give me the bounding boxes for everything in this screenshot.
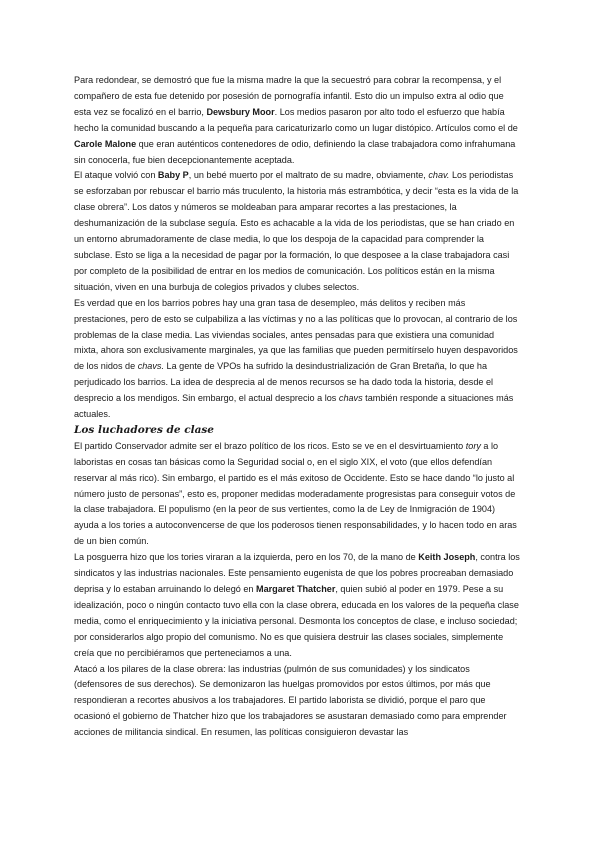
text-run: , quien subió al poder en 1979. Pese a su idealización, poco o ningún contacto tuvo ella con la clase obrera, educada en los valores de la pequeña clase media, como el enriquecimiento y la iniciativa personal. Desmonta los conceptos de clase, e incluso sociedad; por considerarlos algo propio del comunismo. No es que quisiera destruir las clases sociales, simplemente creía que no percibiéramos que perteneciamos a una. — [74, 584, 519, 658]
bold-run: Baby P — [157, 170, 189, 181]
text-run: también responde a situaciones más actuales. — [74, 393, 514, 420]
paragraph-4 — [74, 439, 520, 550]
bold-run: Carole Malone — [74, 138, 137, 149]
bold-run: Margaret Thatcher — [256, 584, 336, 594]
text-run: Para redondear, se demostró que fue la misma madre la que la secuestró para cobrar la recompensa, y el compañero de esta fue detenido por posesión de pornografía infantil. Esto dio un impulso extra al odio que esta vez se focalizó en el barrio, — [74, 75, 504, 117]
text-run: La posguerra hizo que los tories viraran a la izquierda, pero en los 70, de la mano de — [74, 552, 419, 563]
text-run: Es verdad que en los barrios pobres hay una gran tasa de desempleo, más delitos y reciben más prestaciones, pero de esto se culpabiliza a las víctimas y no a las políticas que lo provocan, al contrario de los problemas de la clase media. Las viviendas sociales, antes pensadas para que existiera una comunidad mixta, ahora son exclusivamente marginales, ya que las familias que pueden permitírselo huyen despavoridos de los nidos de — [74, 297, 518, 372]
paragraph-2 — [74, 168, 520, 295]
text-run: , contra los sindicatos y las industrias nacionales. Este pensamiento eugenista de que los pobres procreaban demasiado deprisa y lo estaban arruinando lo delegó en — [74, 552, 520, 594]
paragraph-5 — [74, 550, 520, 661]
italic-run: chavs — [338, 393, 363, 404]
italic-run: chav. — [428, 170, 450, 181]
bold-run: Keith Joseph — [418, 552, 476, 563]
section-heading: Los luchadores de clase — [74, 423, 214, 436]
text-run: El ataque volvió con — [74, 170, 158, 181]
italic-run: tory — [465, 440, 481, 451]
text-run: a lo laboristas en cosas tan básicas como la Seguridad social o, en el siglo XIX, el voto (que ellos defendían reservar al más rico). Sin embargo, el partido es el más exitoso de Occidente. Esto se hace dando “lo justo al número justo de personas”, esto es, proponer medidas moderadamente progresistas para conseguir votos de la clase trabajadora. El populismo (en la peor de sus vertientes, como la de Ley de Inmigración de 1904) ayuda a los tories a autoconvencerse de que los poderosos tienen responsabilidades, y lo hacen todo en aras de un bien común. — [74, 440, 517, 547]
paragraph-6 — [74, 662, 520, 742]
text-run: , un bebé muerto por el maltrato de su madre, obviamente, — [188, 170, 429, 181]
text-run: El partido Conservador admite ser el brazo político de los ricos. Esto se ve en el desvirtuamiento — [74, 440, 466, 451]
paragraph-3 — [74, 296, 520, 423]
paragraph-1 — [74, 73, 520, 168]
text-run: La gente de VPOs ha sufrido la desindustrialización de Gran Bretaña, lo que ha perjudicado los barrios. La idea de desprecia al de menos recursos se ha dado toda la historia, desde el desprecio a los mendigos. Sin embargo, el actual desprecio a los — [74, 361, 494, 404]
text-run: . Los medios pasaron por alto todo el esfuerzo que había hecho la comunidad buscando a la pequeña para caricaturizarlo como un lugar distópico. Artículos como el de — [74, 106, 518, 133]
text-run: Atacó a los pilares de la clase obrera: las industrias (pulmón de sus comunidades) y los sindicatos (defensores de sus derechos). Se demonizaron las huelgas promovidos por estos últimos, por más que respondieran a recortes abusivos a los trabajadores. El partido laborista se dividió, porque el paro que ocasionó el gobierno de Thatcher hizo que los trabajadores se asustaran demasiado como para emprender acciones de militancia sindical. En resumen, las políticas consiguieron devastar las — [74, 663, 507, 738]
bold-run: Dewsbury Moor — [206, 106, 275, 117]
text-run: Los periodistas se esforzaban por rebuscar el barrio más truculento, la historia más estrambótica, y decir “esta es la vida de la clase obrera”. Los datos y números se moldeaban para amparar recortes a las prestaciones, la deshumanización de la subclase seguía. Esto es achacable a la vida de los periodistas, que se han criado en un entorno abrumadoramente de clase media, lo que los despoja de la capacidad para comprender la subclase. Esto se liga a la necesidad de pagar por la formación, lo que desposee a la clase trabajadora casi por completo de la posibilidad de entrar en los medios de comunicación. Los políticos están en la misma situación, viven en una burbuja de colegios privados y clubes selectos. — [74, 170, 519, 292]
italic-run: chavs. — [137, 361, 164, 372]
text-run: que eran auténticos contenedores de odio, definiendo la clase trabajadora como infrahumana sin conocerla, fue bien decepcionantemente aceptada. — [74, 138, 516, 165]
